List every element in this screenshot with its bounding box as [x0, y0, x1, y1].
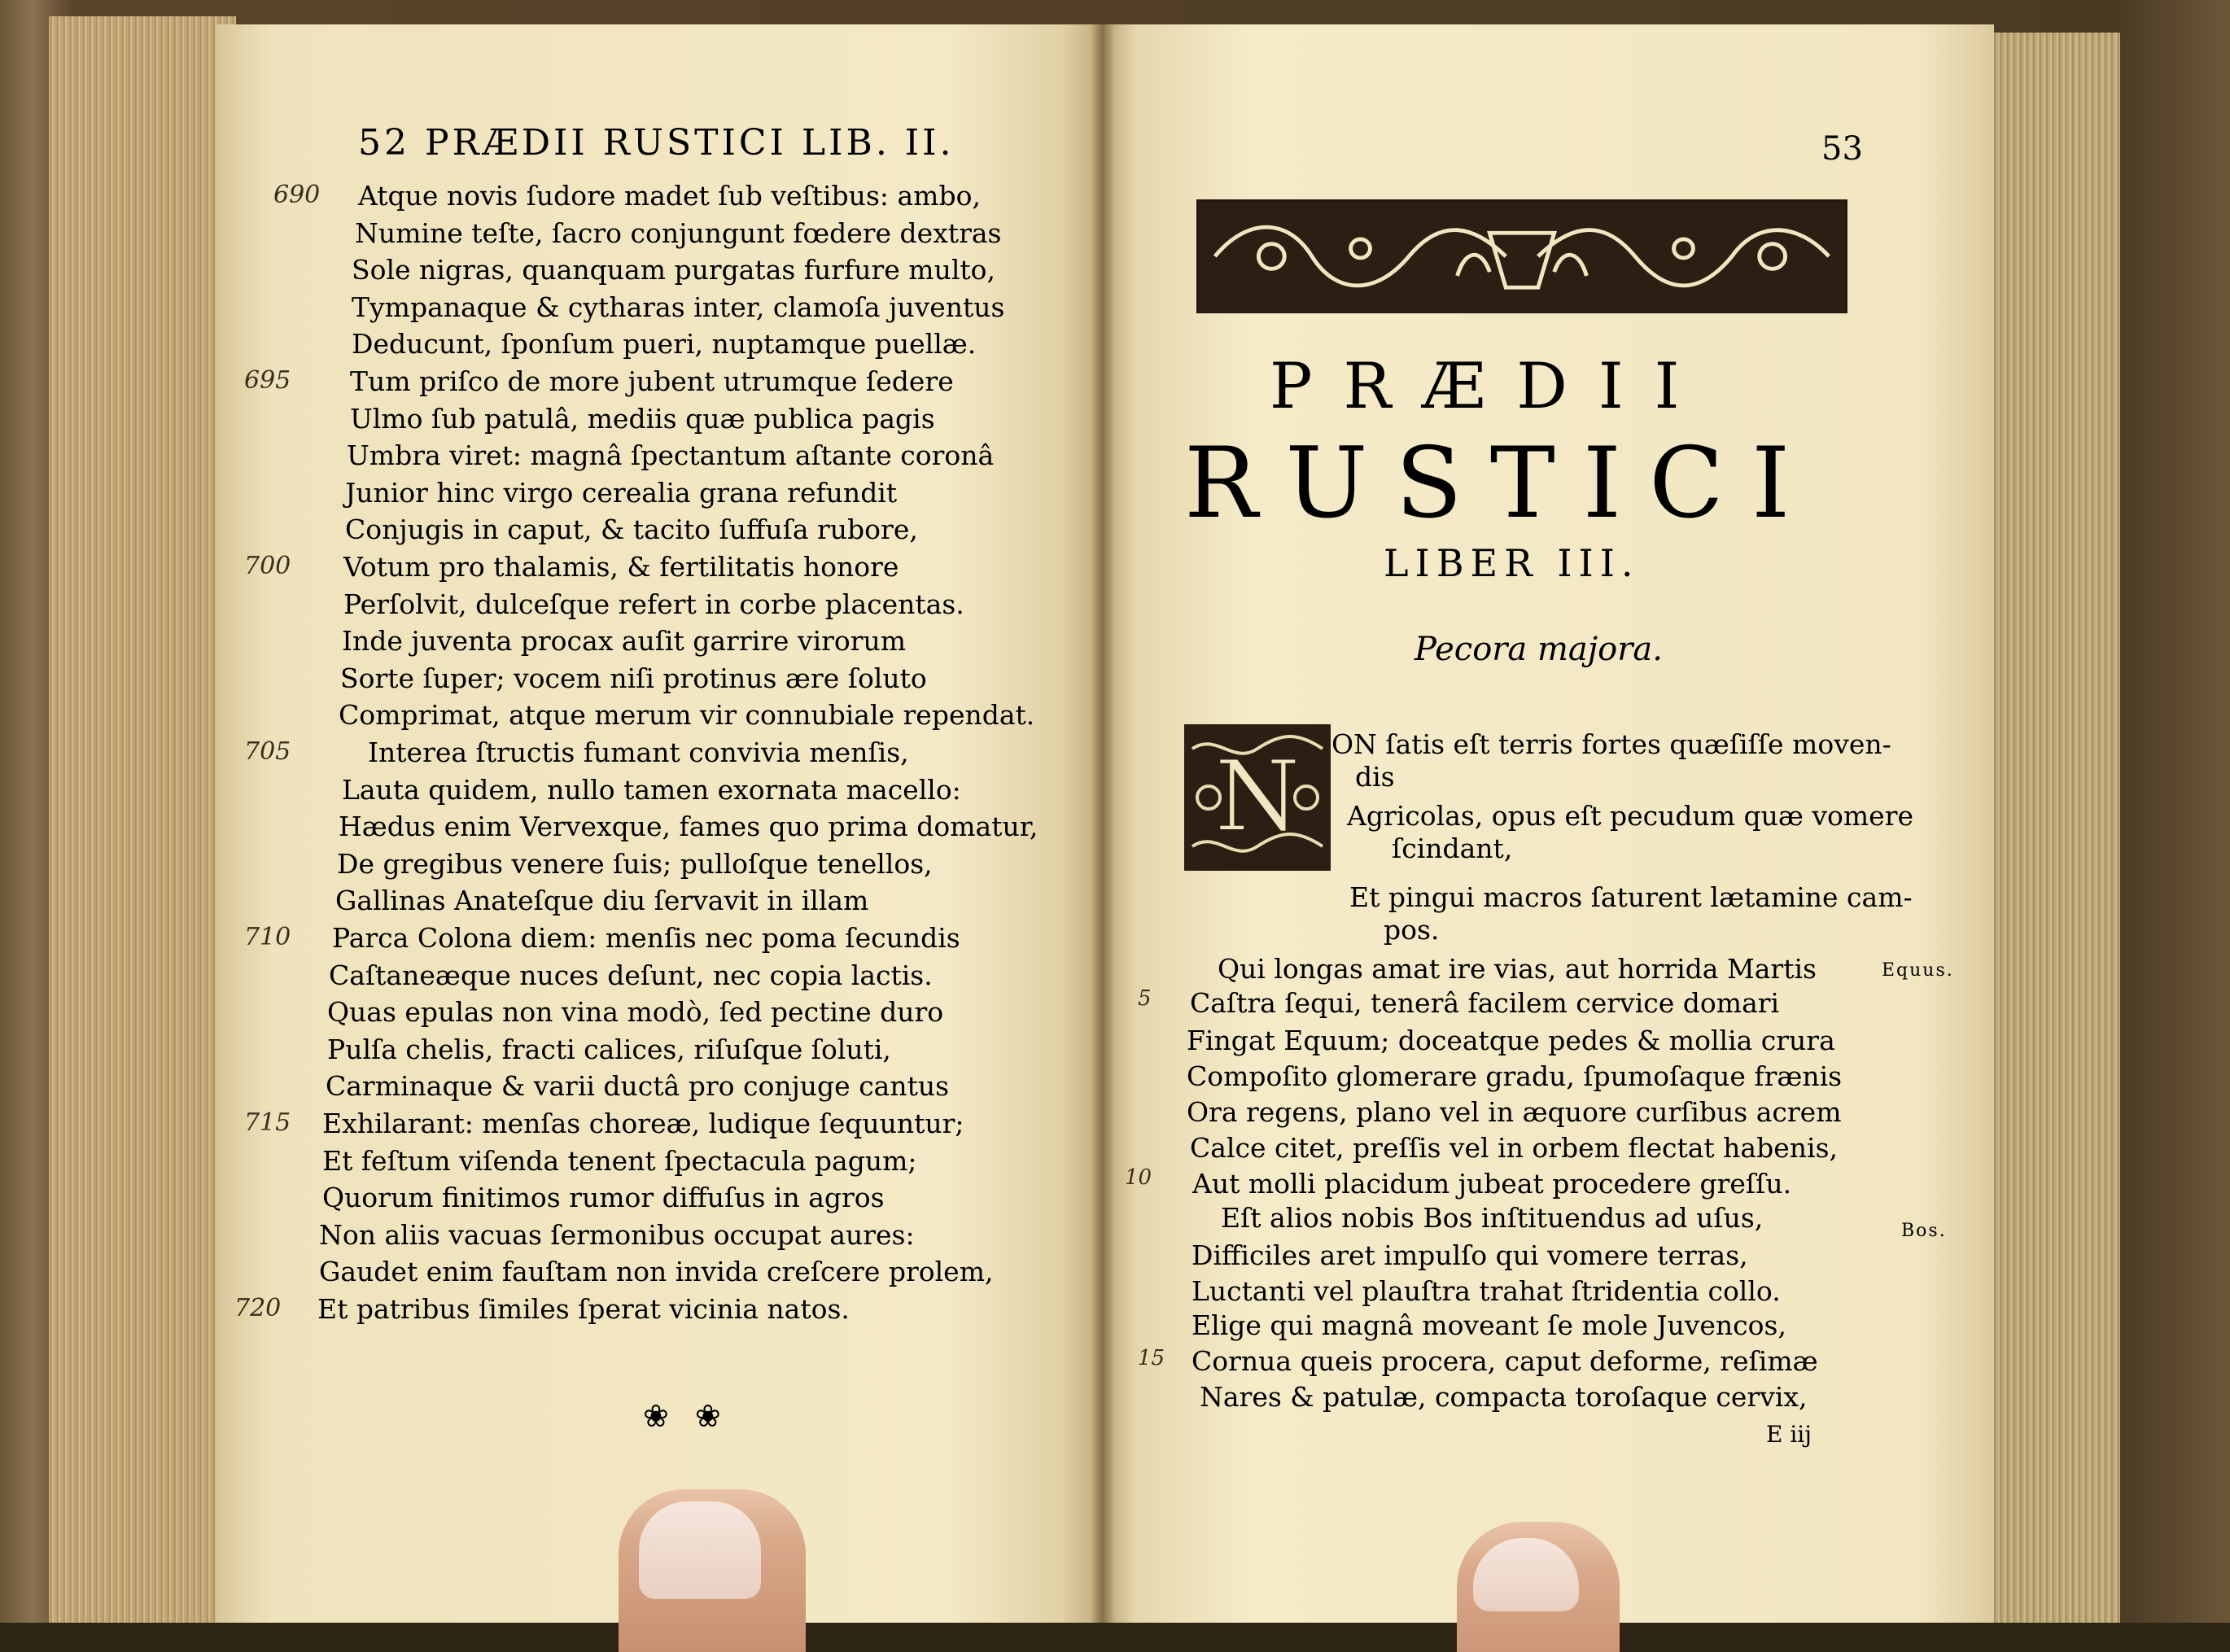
headpiece-ornament-icon — [1196, 199, 1847, 313]
margin-note-bos: Bos. — [1901, 1221, 1947, 1241]
fleuron-ornament: ❀ ❀ — [643, 1398, 729, 1434]
left-line-number: 705 — [244, 737, 291, 766]
left-verse-line: Sorte ſuper; vocem niſi protinus ære ſoluto — [340, 662, 927, 694]
left-verse-line: Junior hinc virgo cerealia grana refundit — [345, 476, 898, 509]
left-verse-line: Caſtaneæque nuces deſunt, nec copia lactis. — [329, 959, 933, 991]
right-verse-line: Elige qui magnâ moveant ſe mole Juvencos, — [1192, 1309, 1786, 1341]
right-verse-line: Nares & patulæ, compacta toroſaque cervix, — [1200, 1381, 1808, 1413]
right-verse-line: Ora regens, plano vel in æquore curſibus acrem — [1187, 1096, 1842, 1128]
book-number: LIBER III. — [1384, 541, 1640, 585]
left-line-number: 695 — [244, 366, 291, 395]
left-verse-line: Quas epulas non vina modò, ſed pectine duro — [327, 996, 944, 1029]
right-verse-line: Agricolas, opus eſt pecudum quæ vomere — [1347, 800, 1914, 832]
left-verse-line: Pulſa chelis, fracti calices, riſuſque ſoluti, — [327, 1033, 891, 1065]
left-verse-line: Numine teſte, ſacro conjungunt fœdere dextras — [355, 216, 1002, 249]
right-verse-line: Luctanti vel plauſtra trahat ſtridentia collo. — [1192, 1275, 1781, 1307]
left-line-number: 710 — [244, 923, 291, 951]
right-verse-line: dis — [1355, 761, 1395, 793]
left-verse-line: Tum priſco de more jubent utrumque ſedere — [350, 365, 954, 397]
left-verse-line: Inde juventa procax auſit garrire virorum — [342, 625, 907, 658]
left-thumbnail — [639, 1501, 761, 1599]
right-verse-line: Aut molli placidum jubeat procedere greſſu. — [1192, 1168, 1792, 1200]
dropcap-letter: N — [1214, 741, 1301, 854]
left-verse-line: Perſolvit, dulceſque refert in corbe placentas. — [343, 588, 964, 620]
left-verse-line: Interea ſtructis fumant convivia menſis, — [368, 736, 909, 768]
left-verse-line: Exhilarant: menſas choreæ, ludique ſequuntur; — [322, 1108, 964, 1139]
left-verse-line: Lauta quidem, nullo tamen exornata macello: — [342, 773, 961, 806]
left-verse-line: Gallinas Anateſque diu ſervavit in illam — [335, 885, 869, 917]
left-verse-line: Atque novis ſudore madet ſub veſtibus: ambo, — [358, 180, 981, 212]
left-verse-line: Carminaque & varii ductâ pro conjuge cantus — [326, 1070, 950, 1103]
left-verse-line: Non aliis vacuas ſermonibus occupat aures: — [319, 1218, 915, 1251]
left-verse-line: Votum pro thalamis, & fertilitatis honore — [343, 551, 899, 583]
right-verse-line: Cornua queis procera, caput deforme, reſimæ — [1192, 1345, 1818, 1377]
right-verse-line: ſcindant, — [1392, 833, 1513, 864]
left-verse-line: Hædus enim Vervexque, fames quo prima domatur, — [339, 811, 1038, 843]
left-verse-line: Gaudet enim fauſtam non invida creſcere prolem, — [319, 1256, 994, 1288]
left-verse-line: Conjugis in caput, & tacito ſuffuſa rubore, — [345, 514, 918, 546]
section-title: Pecora majora. — [1415, 631, 1663, 668]
left-verse-line: De gregibus venere ſuis; pulloſque tenellos, — [337, 847, 933, 880]
right-verse-line: Qui longas amat ire vias, aut horrida Martis — [1218, 953, 1817, 985]
book-gutter — [1091, 24, 1115, 1623]
page-edges-left — [49, 16, 236, 1623]
title-line-1: PRÆDII — [1270, 350, 1711, 423]
left-line-number: 700 — [244, 552, 291, 580]
right-verse-line: Calce citet, preſſis vel in orbem flectat habenis, — [1190, 1132, 1838, 1164]
left-verse-line: Ulmo ſub patulâ, mediis quæ publica pagis — [350, 402, 935, 435]
right-verse-line: Caſtra ſequi, tenerâ facilem cervice domari — [1190, 987, 1780, 1019]
right-verse-line: Fingat Equum; doceatque pedes & mollia crura — [1187, 1025, 1835, 1056]
right-verse-line: Et pingui macros ſaturent lætamine cam- — [1349, 881, 1913, 913]
left-verse-line: Et feſtum viſenda tenent ſpectacula pagum; — [322, 1144, 917, 1177]
running-head: 52 PRÆDII RUSTICI LIB. II. — [358, 122, 955, 164]
title-line-2: RUSTICI — [1184, 427, 1818, 540]
right-line-number: 10 — [1125, 1165, 1152, 1190]
page-edges-right — [1990, 33, 2120, 1623]
dropcap-n — [1184, 724, 1331, 871]
left-verse-line: Parca Colona diem: menſis nec poma ſecundis — [332, 922, 960, 954]
left-verse-line: Umbra viret: magnâ ſpectantum aſtante coronâ — [347, 439, 995, 472]
page-number: 53 — [1821, 130, 1863, 168]
left-line-number: 715 — [244, 1108, 291, 1137]
right-verse-line: ON ſatis eſt terris fortes quæſiſſe moven- — [1331, 728, 1891, 760]
left-verse-line: Et patribus ſimiles ſperat vicinia natos. — [317, 1293, 850, 1325]
right-verse-line: Compoſito glomerare gradu, ſpumoſaque frænis — [1187, 1060, 1843, 1092]
left-line-number: 690 — [273, 181, 321, 209]
left-verse-line: Tympanaque & cytharas inter, clamoſa juventus — [352, 291, 1005, 323]
left-verse-line: Quorum finitimos rumor diffuſus in agros — [322, 1182, 885, 1214]
left-verse-line: Comprimat, atque merum vir connubiale rependat. — [339, 699, 1035, 732]
right-verse-line: pos. — [1384, 914, 1440, 946]
right-verse-line: Eſt alios nobis Bos inſtituendus ad uſus, — [1221, 1202, 1764, 1234]
right-line-number: 5 — [1138, 986, 1152, 1011]
margin-note-equus: Equus. — [1882, 960, 1954, 981]
right-line-number: 15 — [1138, 1346, 1165, 1370]
left-verse-line: Sole nigras, quanquam purgatas furfure multo, — [352, 254, 996, 286]
left-verse-line: Deducunt, ſponſum pueri, nuptamque puellæ. — [352, 328, 977, 361]
right-verse-line: Difficiles aret impulſo qui vomere terras, — [1192, 1239, 1748, 1271]
signature-mark: E iij — [1766, 1421, 1812, 1448]
left-line-number: 720 — [234, 1294, 282, 1322]
